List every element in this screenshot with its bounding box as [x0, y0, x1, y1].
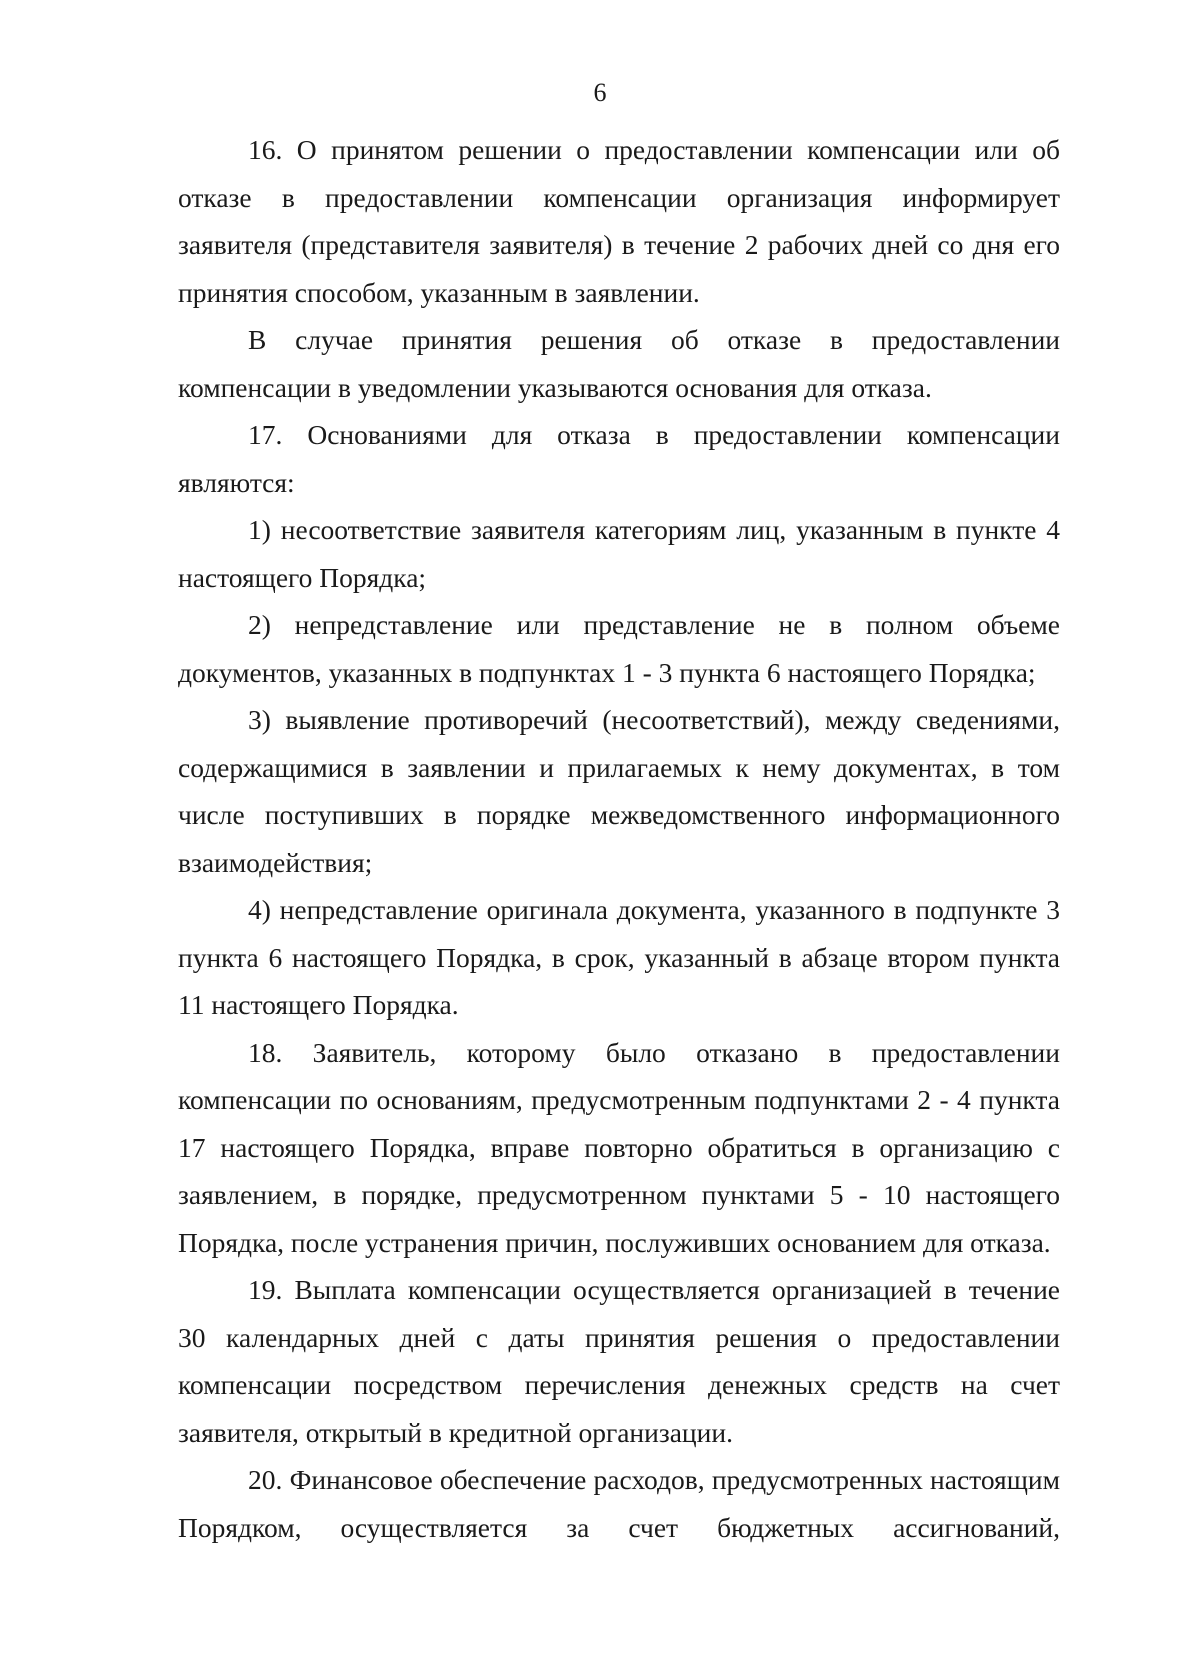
paragraph-17-item-1: 1) несоответствие заявителя категориям лиц, указанным в пункте 4 настоящего Порядка;	[178, 514, 1060, 593]
paragraph-17: 17. Основаниями для отказа в предоставлении компенсации являются:	[178, 419, 1060, 498]
paragraph-16: 16. О принятом решении о предоставлении компенсации или об отказе в предоставлении компенсации организация информирует заявителя (представителя заявителя) в течение 2 рабочих дней со дня его принятия способом, указанным в заявлении.	[178, 134, 1060, 308]
page-number: 6	[593, 78, 607, 107]
paragraph-19: 19. Выплата компенсации осуществляется организацией в течение 30 календарных дней с даты принятия решения о предоставлении компенсации посредством перечисления денежных средств на счет заявителя, открытый в кредитной организации.	[178, 1274, 1060, 1448]
paragraph-17-item-2: 2) непредставление или представление не в полном объеме документов, указанных в подпунктах 1 - 3 пункта 6 настоящего Порядка;	[178, 609, 1060, 688]
paragraph-16-refusal-note: В случае принятия решения об отказе в предоставлении компенсации в уведомлении указываются основания для отказа.	[178, 324, 1060, 403]
paragraph-20: 20. Финансовое обеспечение расходов, предусмотренных настоящим Порядком, осуществляется за счет бюджетных ассигнований,	[178, 1464, 1060, 1543]
paragraph-17-item-4: 4) непредставление оригинала документа, указанного в подпункте 3 пункта 6 настоящего Порядка, в срок, указанный в абзаце втором пункта 11 настоящего Порядка.	[178, 894, 1060, 1020]
document-body	[178, 126, 1060, 1551]
paragraph-18: 18. Заявитель, которому было отказано в предоставлении компенсации по основаниям, предусмотренным подпунктами 2 - 4 пункта 17 настоящего Порядка, вправе повторно обратиться в организацию с заявлением, в порядке, предусмотренном пунктами 5 - 10 настоящего Порядка, после устранения причин, послуживших основанием для отказа.	[178, 1036, 1060, 1258]
paragraph-17-item-3: 3) выявление противоречий (несоответствий), между сведениями, содержащимися в заявлении и прилагаемых к нему документах, в том числе поступивших в порядке межведомственного информационного взаимодействия;	[178, 704, 1060, 878]
